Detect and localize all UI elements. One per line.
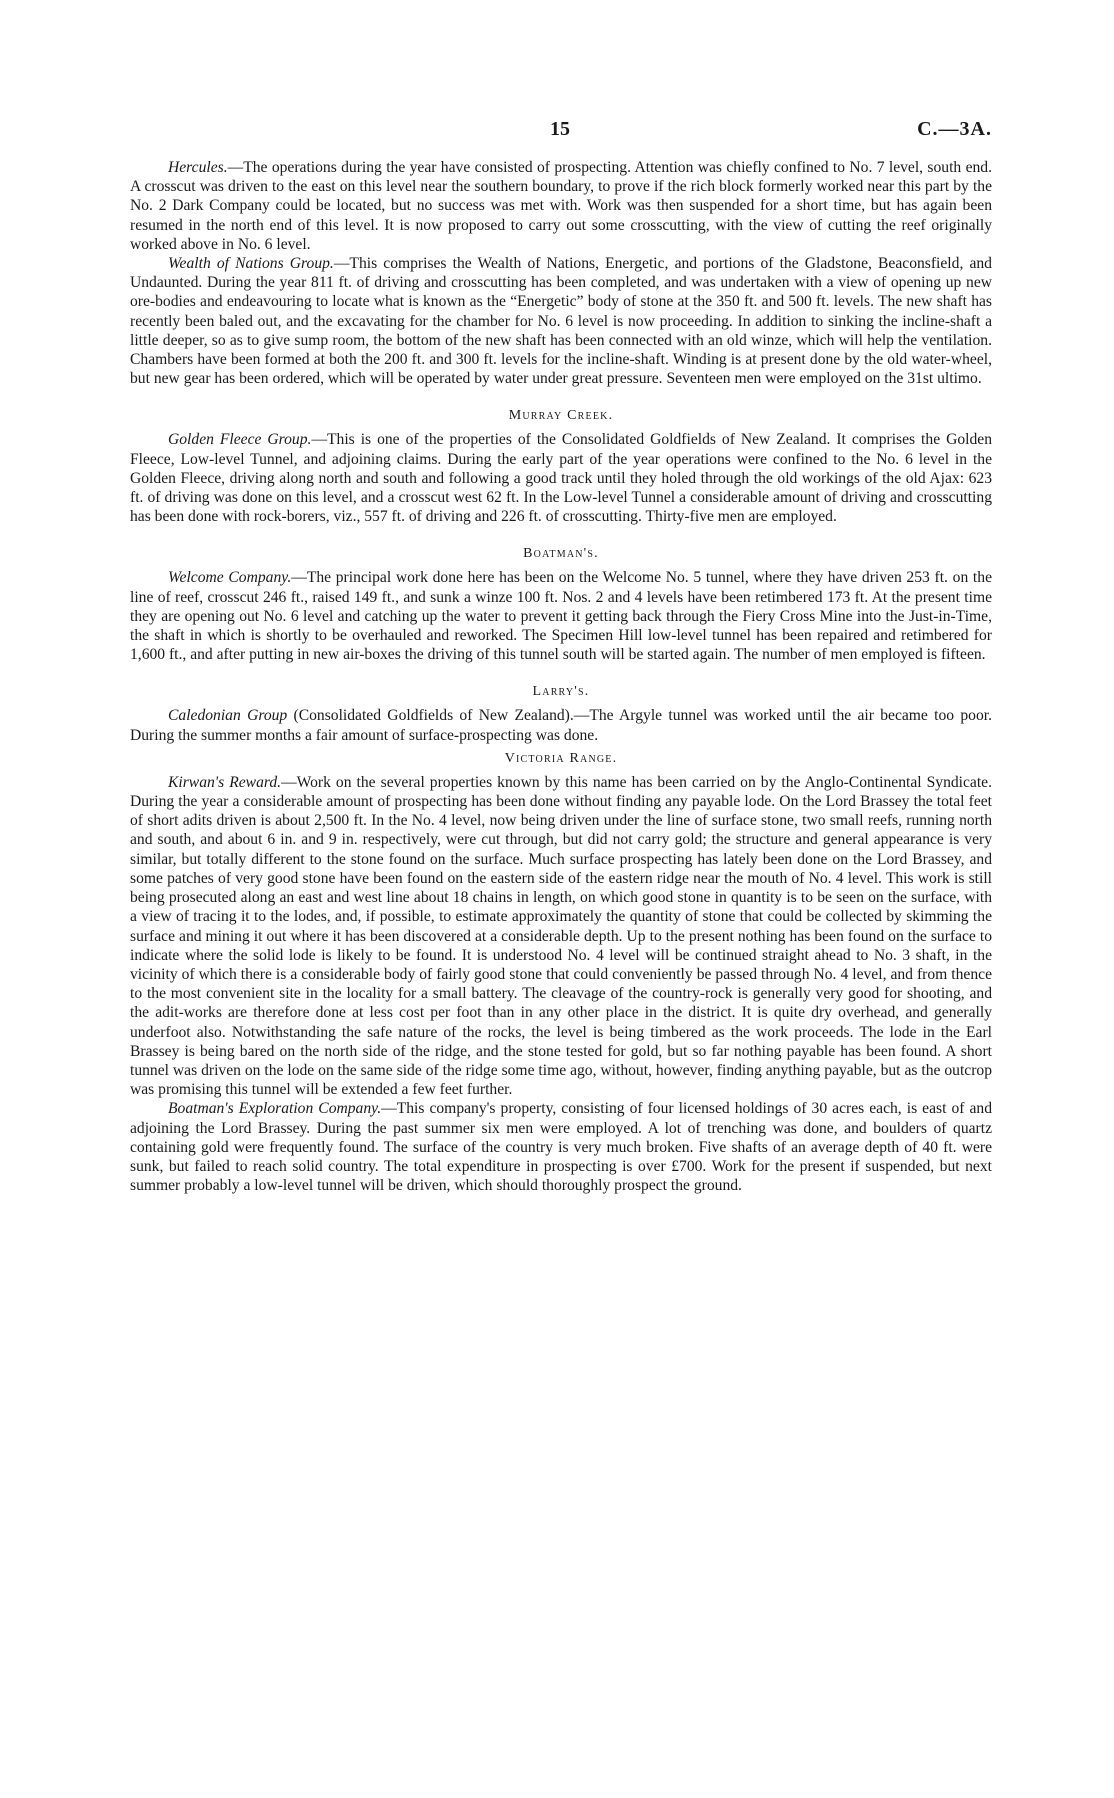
paragraph-lead: Kirwan's Reward. xyxy=(168,773,282,791)
paragraph-text: —The operations during the year have consisted of prospecting. Attention was chiefly confined to No. 7 level, south end. A crosscut was driven to the east on this level near the southern boundary, to prove if the rich block formerly worked near this part by the No. 2 Dark Company could be located, but no success was met with. Work was then suspended for a short time, but has again been resumed in the north end of this level. It is now proposed to carry out some crosscutting, with the view of cutting the reef originally worked above in No. 6 level. xyxy=(130,159,992,253)
paragraph-text: —This company's property, consisting of four licensed holdings of 30 acres each, is east of and adjoining the Lord Brassey. During the past summer six men were employed. A lot of trenching was done, and boulders of quartz containing gold were frequently found. The surface of the country is very much broken. Five shafts of an average depth of 40 ft. were sunk, but failed to reach solid country. The total expenditure in prospecting is over £700. Work for the present if suspended, but next summer probably a low-level tunnel will be driven, which should thoroughly prospect the ground. xyxy=(130,1100,993,1195)
paragraph-lead: Golden Fleece Group. xyxy=(168,431,312,449)
paragraph-text: —This comprises the Wealth of Nations, Energetic, and portions of the Gladstone, Beaconsfield, and Undaunted. During the year 811 ft. of driving and crosscutting has been completed, and was undertaken with a view of opening up new ore-bodies and endeavouring to locate what is known as the “Energetic” body of stone at the 350 ft. and 500 ft. levels. The new shaft has recently been baled out, and the excavating for the chamber for No. 6 level is now proceeding. In addition to sinking the incline-shaft a little deeper, so as to give sump room, the bottom of the new shaft has been connected with an old winze, which will help the ventilation. Chambers have been formed at both the 200 ft. and 300 ft. levels for the incline-shaft. Winding is at present done by the old water-wheel, but new gear has been ordered, which will be operated by water under great pressure. Seventeen men were employed on the 31st ultimo. xyxy=(130,255,992,388)
paragraph-lead: Wealth of Nations Group. xyxy=(168,255,334,273)
paragraph-hercules xyxy=(130,158,992,254)
paragraph-lead: Welcome Company. xyxy=(168,569,292,587)
paragraph-welcome-company xyxy=(130,568,992,664)
section-heading-victoria-range: Victoria Range. xyxy=(504,750,618,766)
section-heading-murray-creek: Murray Creek. xyxy=(508,408,614,424)
page-number: 15 xyxy=(550,118,570,140)
paragraph-text: —This is one of the properties of the Consolidated Goldfields of New Zealand. It comprises the Golden Fleece, Low-level Tunnel, and adjoining claims. During the early part of the year operations were confined to the No. 6 level in the Golden Fleece, driving along north and south and following a good track until they holed through the old workings of the old Ajax: 623 ft. of driving was done on this level, and a crosscut west 62 ft. In the Low-level Tunnel a considerable amount of driving and crosscutting has been done with rock-borers, viz., 557 ft. of driving and 226 ft. of crosscutting. Thirty-five men are employed. xyxy=(130,431,992,526)
paragraph-text: —Work on the several properties known by this name has been carried on by the Anglo-Continental Syndicate. During the year a considerable amount of prospecting has been done without finding any payable lode. On the Lord Brassey the total feet of short adits driven is about 2,500 ft. In the No. 4 level, now being driven under the line of surface stone, two small reefs, running north and south, and about 6 in. and 9 in. respectively, were cut through, but did not carry gold; the structure and general appearance is very similar, but totally different to the stone found on the surface. Much surface prospecting has lately been done on the Lord Brassey, and some patches of very good stone have been found on the eastern side of the eastern ridge near the mouth of No. 4 level. This work is still being prosecuted along an east and west line about 18 chains in length, on which good stone in quantity is to be seen on the surface, with a view of tracing it to the lodes, and, if possible, to estimate approximately the quantity of stone that could be collected by skimming the surface and mining it out where it has been discovered at a considerable depth. Up to the present nothing has been found on the surface to indicate where the solid lode is likely to be found. It is understood No. 4 level will be continued straight ahead to No. 3 shaft, in the vicinity of which there is a considerable body of fairly good stone that could conveniently be passed through No. 4 level, and from thence to the most convenient site in the locality for a small battery. The cleavage of the country-rock is generally very good for shooting, and the adit-works are therefore done at less cost per foot than in any other place in the district. It is quite dry overhead, and generally underfoot also. Notwithstanding the safe nature of the rocks, the level is being timbered as the work proceeds. The lode in the Earl Brassey is being bared on the north side of the ridge, and the stone tested for gold, but so far nothing payable has been found. A short tunnel was driven on the lode on the same side of the ridge some time ago, without, however, finding anything payable, but as the outcrop was promising this tunnel will be extended a few feet further. xyxy=(130,773,992,1099)
paragraph-caledonian-group xyxy=(130,706,992,744)
paragraph-lead: Boatman's Exploration Company. xyxy=(168,1100,382,1118)
paragraph-lead: Caledonian Group xyxy=(168,707,288,725)
paragraph-lead: Hercules. xyxy=(168,159,228,176)
paragraph-text: (Consolidated Goldfields of New Zealand).—The Argyle tunnel was worked until the air became too poor. During the summer months a fair amount of surface-prospecting was done. xyxy=(130,707,992,744)
paragraph-golden-fleece xyxy=(130,430,992,526)
paragraph-kirwans-reward xyxy=(130,773,992,1099)
document-page xyxy=(130,118,992,1195)
paragraph-wealth-of-nations xyxy=(130,254,992,388)
page-header xyxy=(130,118,992,158)
paragraph-text: —The principal work done here has been on the Welcome No. 5 tunnel, where they have driven 253 ft. on the line of reef, crosscut 246 ft., raised 149 ft., and sunk a winze 100 ft. Nos. 2 and 4 levels have been retimbered 173 ft. At the present time they are opening out No. 6 level and catching up the water to prevent it getting back through the Fiery Cross Mine into the Just-in-Time, the shaft in which is shortly to be overhauled and reworked. The Specimen Hill low-level tunnel has been repaired and retimbered for 1,600 ft., and after putting in new air-boxes the driving of this tunnel south will be started again. The number of men employed is fifteen. xyxy=(130,569,992,664)
document-reference: C.—3A. xyxy=(917,118,992,140)
paragraph-boatmans-exploration xyxy=(130,1099,992,1195)
section-heading-boatmans: Boatman's. xyxy=(523,546,599,562)
section-heading-larrys: Larry's. xyxy=(532,684,590,700)
